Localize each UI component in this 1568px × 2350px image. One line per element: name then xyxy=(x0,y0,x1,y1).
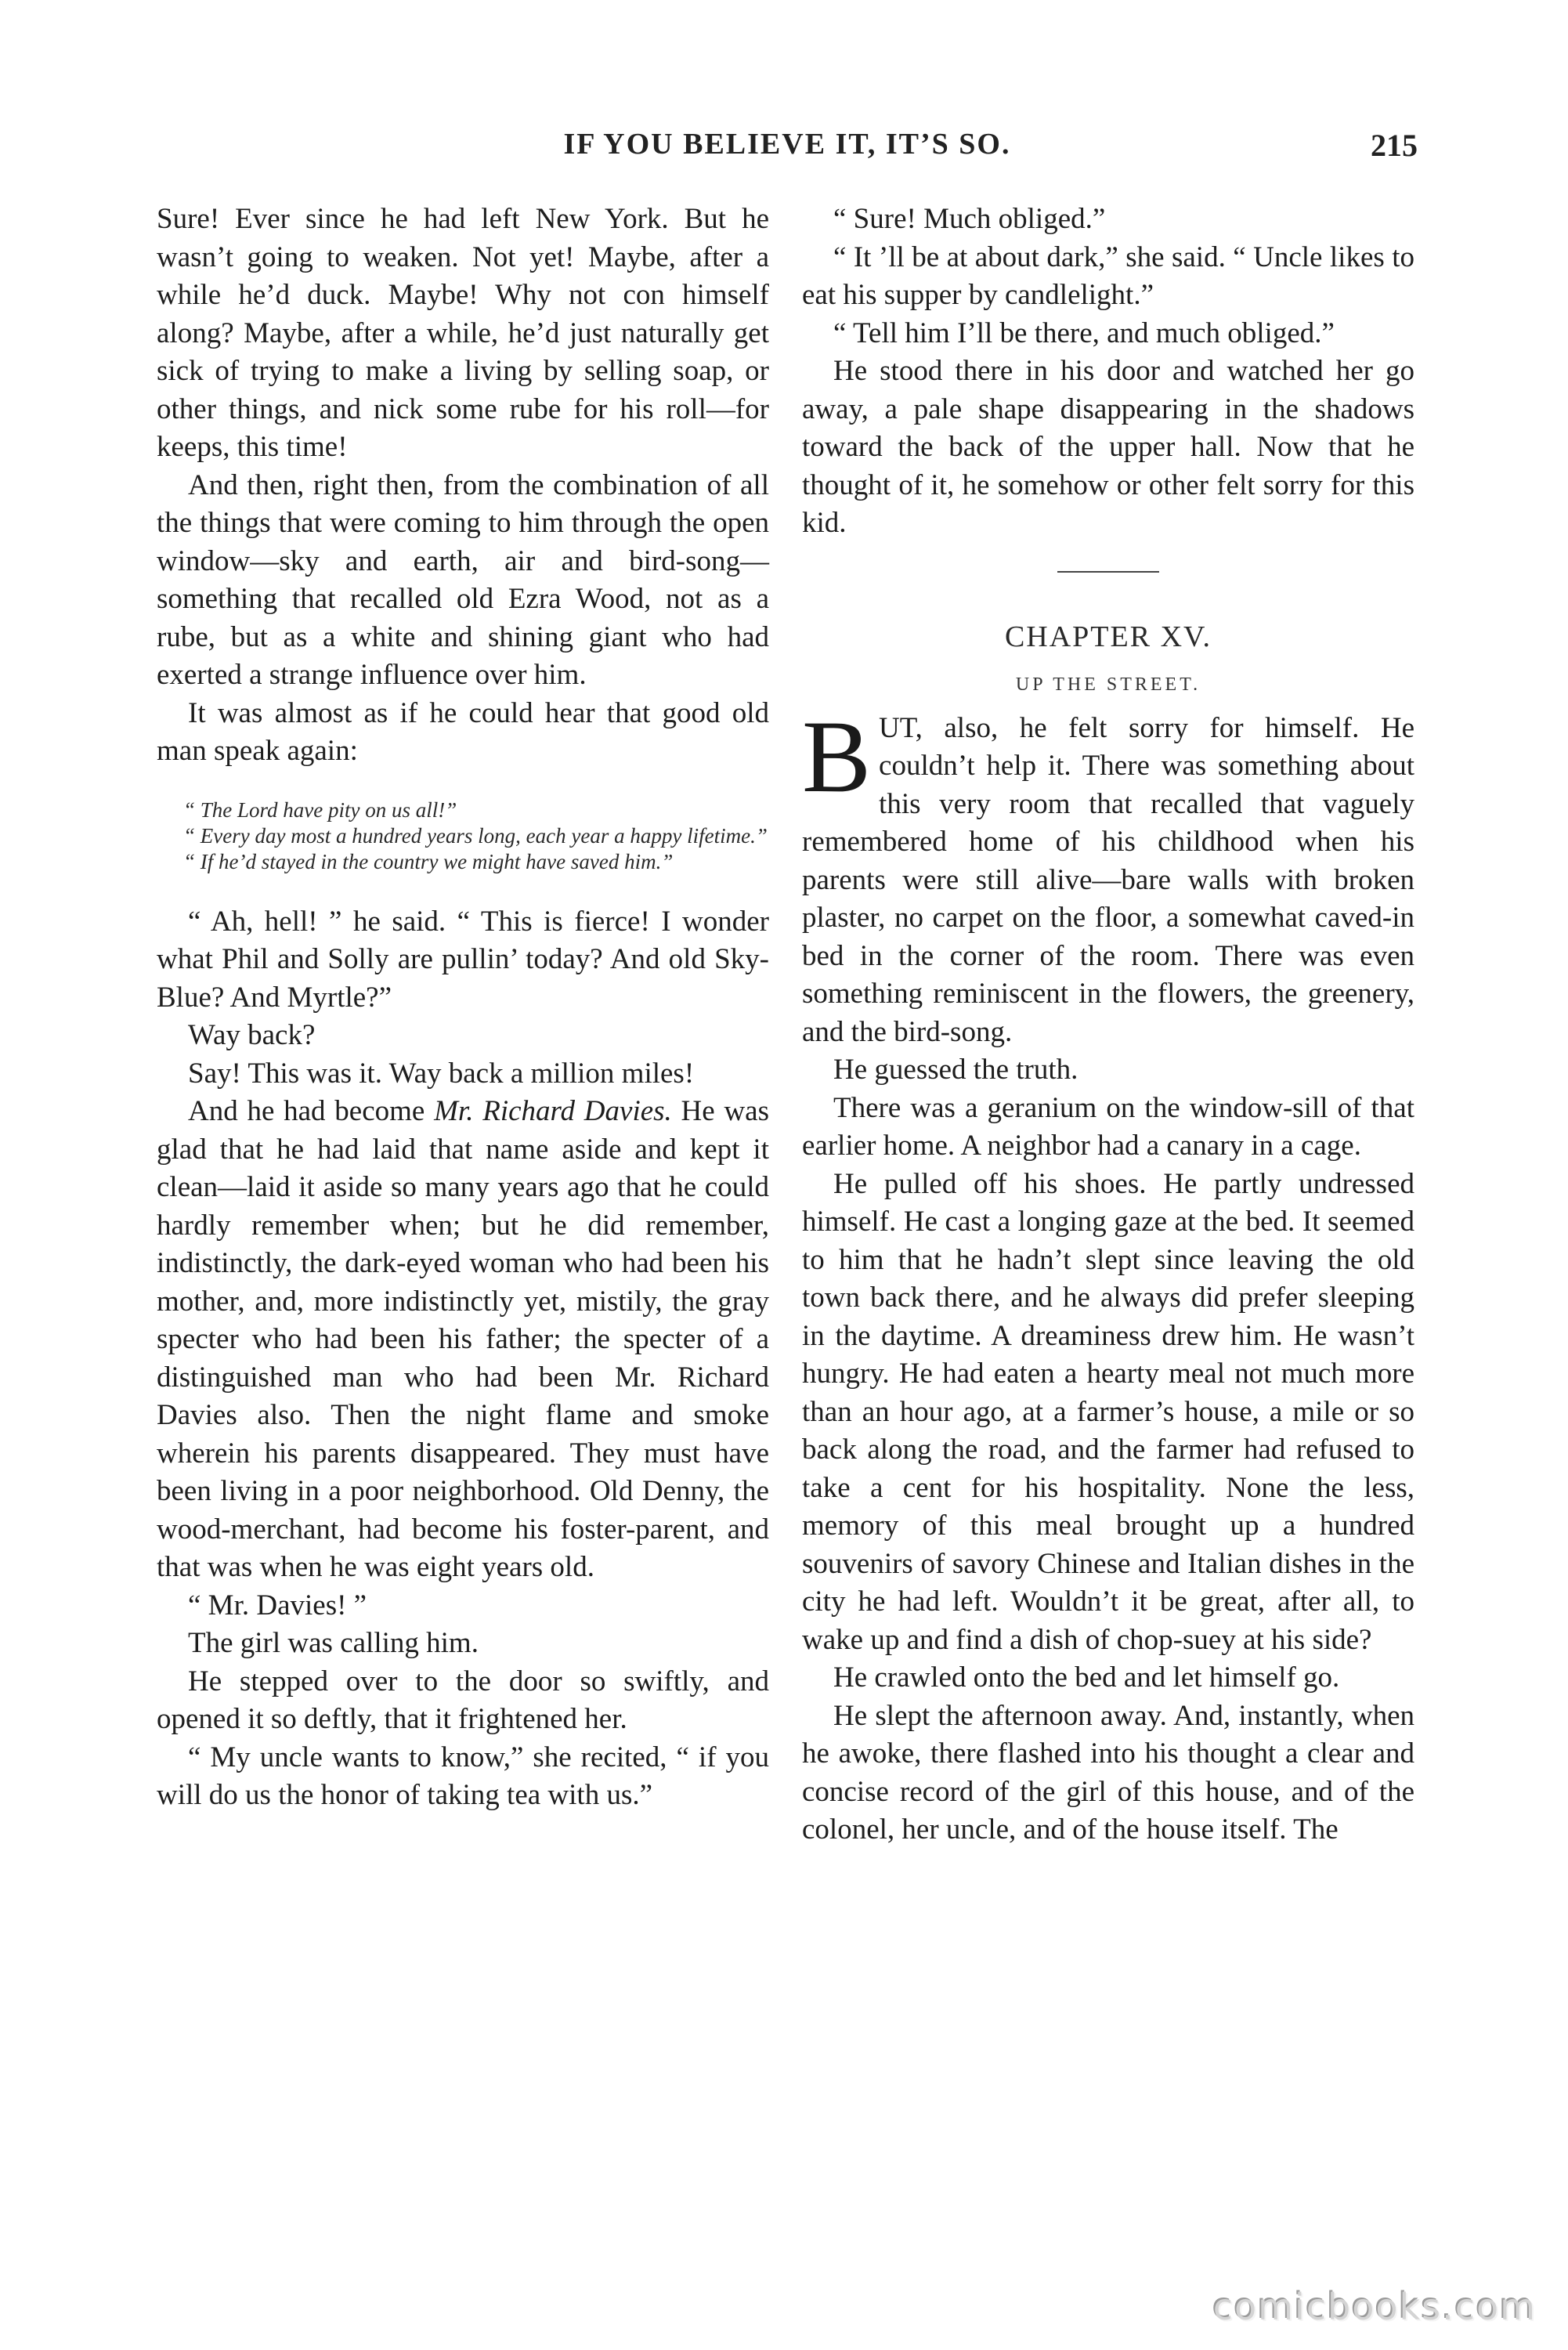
paragraph: He pulled off his shoes. He partly undressed himself. He cast a longing gaze at the bed. It seemed to him that he hadn’t slept since leaving the old town back there, and he always did prefer sleeping in the daytime. A dreaminess drew him. He wasn’t hungry. He had eaten a hearty meal not much more than an hour ago, at a farmer’s house, a mile or so back along the road, and the farmer had refused to take a cent for his hospitality. None the less, memory of this meal brought up a hundred souvenirs of savory Chinese and Italian dishes in the city he had left. Wouldn’t it be great, after all, to wake up and find a dish of chop-suey at his side? xyxy=(802,1167,1414,1656)
paragraph-text: He was glad that he had laid that name aside and kept it clean—laid it aside so many years ago that he could hardly remember when; but he did remember, indistinctly, the dark-eyed woman who had been his mother, and, more indistinctly yet, mistily, the gray specter who had been his father; the specter of a distinguished man who had been Mr. Richard Davies also. Then the night flame and smoke wherein his parents disappeared. They must have been living in a poor neighborhood. Old Denny, the wood-merchant, had become his foster-parent, and that was when he was eight years old. xyxy=(157,1095,769,1583)
page-number: 215 xyxy=(1371,128,1418,163)
running-title: IF YOU BELIEVE IT, IT’S SO. xyxy=(563,128,1011,161)
paragraph xyxy=(157,1093,769,1587)
paragraph: There was a geranium on the window-sill of that earlier home. A neighbor had a canary in a cage. xyxy=(802,1091,1414,1162)
paragraph: He guessed the truth. xyxy=(833,1054,1078,1086)
section-divider xyxy=(1057,571,1159,573)
paragraph-text: And he had become xyxy=(188,1095,435,1127)
quotation-line: “ Every day most a hundred years long, each year a happy lifetime.” xyxy=(183,823,768,848)
quotation-line: “ The Lord have pity on us all!” xyxy=(183,797,457,822)
paragraph: “ It ’ll be at about dark,” she said. “ Uncle likes to eat his supper by candlelight.” xyxy=(802,240,1414,311)
paragraph-text: UT, also, he felt sorry for himself. He couldn’t help it. There was something about this very room that recalled that vaguely remembered home of his childhood when his parents were still alive—bare walls with broken plaster, no carpet on the floor, a somewhat caved-in bed in the corner of the room. There was even something reminiscent in the flowers, the greenery, and the bird-song. xyxy=(802,711,1414,1048)
paragraph: “ Ah, hell! ” he said. “ This is fierce! I wonder what Phil and Solly are pullin’ today? And old Sky-Blue? And Myrtle?” xyxy=(157,905,769,1014)
paragraph: It was almost as if he could hear that good old man speak again: xyxy=(157,696,769,767)
paragraph: And then, right then, from the combination of all the things that were coming to him through the open window—sky and earth, air and bird-song—something that recalled old Ezra Wood, not as a rube, but as a white and shining giant who had exerted a strange influence over him. xyxy=(157,468,769,691)
paragraph: The girl was calling him. xyxy=(188,1627,479,1659)
paragraph: Sure! Ever since he had left New York. But he wasn’t going to weaken. Not yet! Maybe, after a while he’d duck. Maybe! Why not con himself along? Maybe, after a while, he’d just naturally get sick of trying to make a living by selling soap, or other things, and nick some rube for his roll—for keeps, this time! xyxy=(157,203,769,463)
paragraph: He crawled onto the bed and let himself go. xyxy=(833,1661,1340,1694)
page-header xyxy=(157,127,1418,171)
paragraph: He slept the afternoon away. And, instantly, when he awoke, there flashed into his thought a clear and concise record of the girl of this house, and of the colonel, her uncle, and of the house itself. The xyxy=(802,1699,1414,1846)
paragraph: He stood there in his door and watched her go away, a pale shape disappearing in the shadows toward the back of the upper hall. Now that he thought of it, he somehow or other felt sorry for this kid. xyxy=(802,355,1414,539)
chapter-subtitle: UP THE STREET. xyxy=(1015,674,1201,695)
right-column xyxy=(802,201,1414,1849)
paragraph: “ Sure! Much obliged.” xyxy=(833,203,1106,235)
drop-cap: B xyxy=(802,698,872,814)
quotation-block xyxy=(157,797,769,875)
paragraph: “ Tell him I’ll be there, and much obliged.” xyxy=(833,316,1335,349)
watermark: comicbooks.com xyxy=(1212,2286,1537,2328)
paragraph: Say! This was it. Way back a million miles! xyxy=(188,1057,695,1090)
italic-name: Mr. Richard Davies. xyxy=(434,1095,672,1127)
paragraph: “ My uncle wants to know,” she recited, “ if you will do us the honor of taking tea with us.” xyxy=(157,1741,769,1811)
paragraph: He stepped over to the door so swiftly, and opened it so deftly, that it frightened her. xyxy=(157,1665,769,1735)
quotation-line: “ If he’d stayed in the country we might have saved him.” xyxy=(183,849,674,873)
paragraph: “ Mr. Davies! ” xyxy=(188,1589,367,1622)
left-column xyxy=(157,201,769,1815)
paragraph: Way back? xyxy=(188,1019,316,1051)
paragraph xyxy=(802,698,1414,1052)
chapter-title: CHAPTER XV. xyxy=(1004,620,1212,653)
